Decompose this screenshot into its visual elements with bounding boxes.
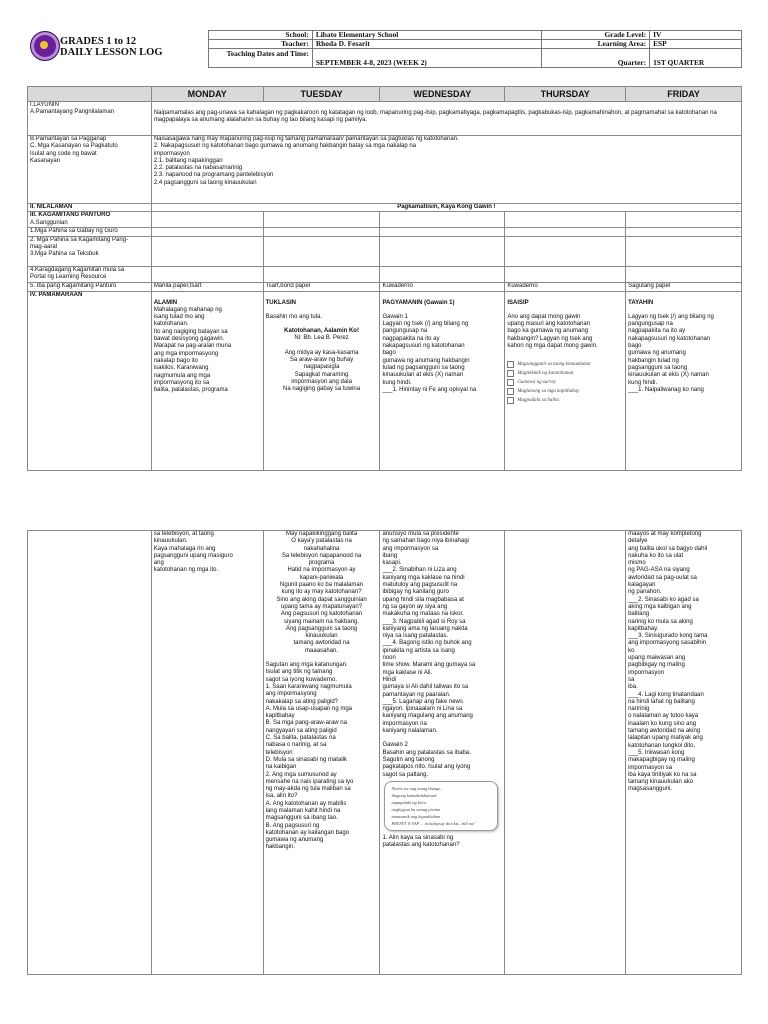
poem-author: Ni: Bb. Lea B. Perez	[294, 335, 349, 342]
material-tuesday: Tsart,bond paper	[263, 282, 380, 291]
wednesday-text-2: anunsiyo mula sa presidente ng samahan bago niya ibinahagi ang impormasyon sa ibang kasapi. ___2. Sinabihan ni Liza ang kaniyang mga kaklase na hindi matutuloy ang pagsusulit na ibibigay ng kanilang guro upang hindi sila magbabasa at ng sa gayon ay siya ang makakuha ng mataas na iskor. ___3. Nagpabili agad si Roy sa kaniyang ama ng laruang nakita niya sa isang patalastas. ___4. Bagong istilo ng buhok ang ipinakita ng artista sa isang noon time show. Marami ang gumaya sa mga kaklase ni Ali. Hindi gumaya si Ali dahil taliwas ito sa pamantayan ng paaralan. ___5. Laganap ang fake news ngayon. Ipinaaalam ni Lina sa kaniyang magulang ang anumang impormasyon na kaniyang nalalaman.	[382, 531, 476, 735]
material-wednesday: Kuwaderno	[380, 282, 505, 291]
pamantayang-text: Naipamamalas ang pag-unawa sa kahalagan ng pagkakaroon ng katatagan ng loob, mapanuring pag-iisip, pagkamatiyaga, pagkamapagtiis, pagkabukas-isip, pagkamahinahon, at pagmamahal sa katotohanan na magpapalaya sa anumang alalahanin sa buhay ng tao bilang kasapi ng pamilya.	[153, 110, 717, 124]
material-thursday: Kuwaderno	[505, 282, 626, 291]
area-label: Learning Area:	[542, 40, 650, 49]
friday-heading: TAYAHIN	[628, 299, 654, 306]
option-label: Magmikmik ng katotohanan	[517, 371, 574, 377]
teacher-value: Rhoda D. Fesarit	[312, 40, 542, 49]
grade-label: Grade Level:	[542, 31, 650, 40]
friday-cell-1	[626, 291, 742, 470]
pamantayang-content	[151, 102, 741, 136]
day-thursday: THURSDAY	[505, 87, 626, 102]
karagdagang-label: 4.Karagdagang Kagamitan mula sa Portal ng Learning Resource	[30, 266, 125, 280]
deped-seal-icon	[30, 31, 60, 61]
dates-value: SEPTEMBER 4-8, 2023 (WEEK 2)	[312, 49, 542, 68]
monday-text-1: Mahalagang mahanap ng isang tulad mo ang katotohanan. Ito ang nagiging batayan sa bawat desisyong gagawin. Marapat na pag-aralan muna ang mga impormasyong nakalap bago ito isakilos. Karaniwang nagmumula ang mga impormasyong ito sa balita, patalastas, programa	[153, 306, 232, 394]
tuesday-heading: TUKLASIN	[265, 299, 296, 306]
tuesday-questions: Sagutan ang mga katanungan. Isulat ang titik ng tamang sagot sa iyong kuwaderno. 1. Saan karaniwang nagmumula ang impormasyong nakakalap sa ating paligid? A. Mula sa usap-usapan ng mga kapitbahay B. Sa mga pang-araw-araw na nangyayari sa ating paligid C. Sa balita, patalastas na nabasa o narinig, at sa telebisyon D. Mula sa sinasabi ng matalik na kaibigan 2. Ang mga sumusunod ay mensahe na nais iparating sa iyo ng may-akda ng tula maliban sa isa, alin ito? A. Ang katotohanan ay mabilis lang malaman kahit hindi na magsangguni sa ibang tao. B. Ang pagsusuri ng katotohanan ay kailangan bago gumawa ng anumang hakbangin.	[265, 662, 354, 851]
poem-title: Katotohanan, Aalamin Ko!	[284, 328, 359, 335]
friday-cell-2	[626, 531, 742, 975]
pamamaraan-label: IV. PAMAMARAAN	[30, 291, 83, 298]
friday-text-1: Lagyan ng tsek (/) ang bilang ng pangungusap na nagpapakita na ito ay nakapagsusuri ng katotohanan bago gumawa ng anumang hakbangin tulad ng pagsangguni sa taong kinauukulan at ekis (X) naman kung hindi. ___1. Naipaliwanag ko nang	[628, 313, 714, 393]
thursday-options	[507, 360, 623, 405]
header-info-table	[208, 30, 742, 68]
area-value: ESP	[650, 40, 742, 49]
title-dll: DAILY LESSON LOG	[60, 47, 163, 58]
checkbox-icon	[507, 397, 514, 404]
option-label: Magsanggunii sa taong kinauukulan	[517, 362, 591, 368]
thursday-heading: ISAISIP	[507, 299, 529, 306]
continued-label-cell	[28, 531, 152, 975]
monday-cell-2	[151, 531, 263, 975]
day-monday: MONDAY	[151, 87, 263, 102]
mag-aaral-label: 2. Mga Pahina sa Kagamitang Pang- mag-aaral	[30, 236, 129, 250]
teacher-label: Teacher:	[209, 40, 313, 49]
layunin-label: I.LAYUNIN	[30, 102, 59, 108]
wednesday-text-1: Gawain 1 Lagyan ng tsek (/) ang bilang ng pangungusap na nagpapakita na ito ay nakapagsusuri ng katotohanan bago gumawa ng anumang hakbangin tulad ng pagsangguni sa taong kinauukulan at ekis (X) naman kung hindi. ___1. Hinintay ni Fe ang opisyal na	[382, 313, 477, 393]
tuesday-intro: Basahin mo ang tula.	[265, 313, 323, 320]
wednesday-cell-2	[380, 531, 505, 975]
wednesday-text-3: Gawain 2 Basahin ang patalastas sa ibaba. Sagutin ang tanong pagkatapos nito. Isulat ang iyong sagot sa patlang.	[382, 742, 471, 778]
corner-cell	[28, 87, 152, 102]
checkbox-option[interactable]	[507, 378, 623, 387]
material-monday: Manila paper,tsart	[151, 282, 263, 291]
tuesday-poem-2: May napakikinggang balita O kaya'y patalastas na nakahahalina Sa telebisyon napapanood na programa Hatid na impormasyon ay kapani-paniwala Ngunit paano ko ba malalaman kung ito ay may katotohanan? Sino ang aking dapat sangguinian upang tama ay mapatunayan? Ang pagsusuri ng katotohanan siyang mainam na hakbang. Ang pagsangguni sa taong kinauukulan tamang awtoridad na maaasahan.	[276, 531, 367, 654]
wednesday-cell-1	[380, 291, 505, 470]
material-friday: Sagutang papel	[626, 282, 742, 291]
row-label-iba-pang	[28, 282, 152, 291]
option-label: Magtanong sa mga kapitbahay	[517, 389, 580, 395]
checkbox-option[interactable]	[507, 387, 623, 396]
row-label-layunin	[28, 102, 152, 136]
advertisement-image: Narito na ang inang ibunge.. ibagong kumukulubanask napapalaki ng bilor nagbigyan ka nanag pirtian nanasanik ang kapatibahan PRESYT N SAP ... in.balaysay dior.kis.. bili na!	[384, 781, 498, 831]
row-label-nilalaman	[28, 204, 152, 212]
friday-text-2: maayos at may kompletong detalye ang balita ukol sa bagyo dahil nakuha ko ito sa ulat mismo ng PAG-ASA na siyang awtoridad sa pag-uulat sa kalagayan ng panahon. ___2. Sinasabi ko agad sa aking mga kaibigan ang balitang narinig ko mula sa aking kapitbahay. ___3. Sinisigurado kong tama ang impormasyong sasabihin ko upang maiwasan ang pagbibigay ng maling impormasyon sa iba. ___4. Lagi kong tinatandaan na hindi lahat ng balitang naririnig o nalalaman ay totoo kaya inaalam ko kung sino ang tamang awtoridad na aking lalapitan upang matiyak ang katotohanan tungkol dito. ___5. Iniiwasan kong makapagbigay ng maling impormasyon sa iba kaya tinitiyak ko na sa tamang kinauukulan ako magsasangguni.	[628, 531, 708, 793]
nilalaman-text: Pagkamatiisin, Kaya Kong Gawin !	[397, 204, 496, 210]
checkbox-option[interactable]	[507, 396, 623, 405]
row-label-mag-aaral	[28, 236, 152, 266]
nilalaman-label: II. NILALAMAN	[30, 204, 73, 210]
checkbox-icon	[507, 379, 514, 386]
sanggunian-label: A.Sanggunian	[30, 219, 68, 226]
pagganap-content	[151, 136, 741, 204]
school-label: School:	[209, 31, 313, 40]
teksbuk-label: 3.Mga Pahina sa Teksbuk	[30, 251, 99, 258]
lesson-grid-continued	[27, 530, 742, 975]
monday-heading: ALAMIN	[153, 299, 178, 306]
kagamitan-label: III. KAGAMITANG PANTURO	[30, 212, 111, 219]
checkbox-icon	[507, 361, 514, 368]
dates-label: Teaching Dates and Time:	[209, 49, 313, 68]
tuesday-poem-1: Ang midya ay kasa-kasama Sa araw-araw ng buhay nagpapasigla Sapagkat maraming impormasyon ang dala Na nagiging gabay sa tuwina	[283, 349, 361, 393]
option-label: Gumawa ng survey	[517, 380, 556, 386]
row-label-karagdagang	[28, 266, 152, 282]
pamantayang-label: A.Pamantayang Pangnilalaman	[30, 109, 115, 116]
checkbox-option[interactable]	[507, 360, 623, 369]
tuesday-cell-1	[263, 291, 380, 470]
thursday-cell-2	[505, 531, 626, 975]
tuesday-cell-2	[263, 531, 380, 975]
pagganap-text: Naisasagawa nang may mapanuring pag-iisip ng tamang pamamaraan/ pamantayan sa pagtuklas ng katotohanan. 2. Nakapagsusuri ng katotohanan bago gumawa ng anumang hakbangin batay sa mga nakalap na impormasyon 2.1. balitang napakinggan 2.2. patalastas na nabasa/narinig 2.3. napanood na programang pantelebisyon 2.4 pagsangguni sa taong kinauukulan	[153, 136, 459, 186]
row-label-pagganap	[28, 136, 152, 204]
checkbox-option[interactable]	[507, 369, 623, 378]
quarter-value: 1ST QUARTER	[650, 49, 742, 68]
day-tuesday: TUESDAY	[263, 87, 380, 102]
row-label-gabay	[28, 228, 152, 236]
wednesday-heading: PAGYAMANIN (Gawain 1)	[382, 299, 455, 306]
wednesday-question: 1. Alin kaya sa sinasabi ng patalastas ang katotohanan?	[382, 834, 460, 849]
title-grades: GRADES 1 to 12	[60, 36, 137, 47]
lesson-grid-top	[27, 86, 742, 471]
nilalaman-content	[151, 204, 741, 212]
grade-value: IV	[650, 31, 742, 40]
day-friday: FRIDAY	[626, 87, 742, 102]
thursday-cell-1	[505, 291, 626, 470]
checkbox-icon	[507, 370, 514, 377]
pagganap-label: B.Pamantayan sa Pagganap C. Mga Kasanayan sa Pagkatuto Isulat ang code ng bawat Kasanayan	[30, 136, 118, 164]
quarter-label: Quarter:	[542, 49, 650, 68]
monday-text-2: sa telebisyon, at taong kinauukulan. Kaya mahalaga rin ang pagsangguni upang masiguro ang katotohanan ng mga ito.	[153, 531, 233, 574]
school-value: Libato Elementary School	[312, 31, 542, 40]
row-label-kagamitan	[28, 212, 152, 228]
monday-cell-1	[151, 291, 263, 470]
gabay-label: 1.Mga Pahina sa Gabay ng Guro	[30, 228, 118, 235]
iba-pang-label: 5. Iba pang Kagamitang Panturo	[30, 282, 117, 289]
day-wednesday: WEDNESDAY	[380, 87, 505, 102]
checkbox-icon	[507, 388, 514, 395]
option-label: Magpadala sa balita	[517, 398, 559, 404]
thursday-text-1: Ano ang dapat mong gawin upang masuri ang katotohanan bago ka gumawa ng anumang hakbangin? Lagyan ng tsek ang kahon ng mga dapat mong gawin.	[507, 313, 598, 350]
row-label-pamamaraan	[28, 291, 152, 470]
